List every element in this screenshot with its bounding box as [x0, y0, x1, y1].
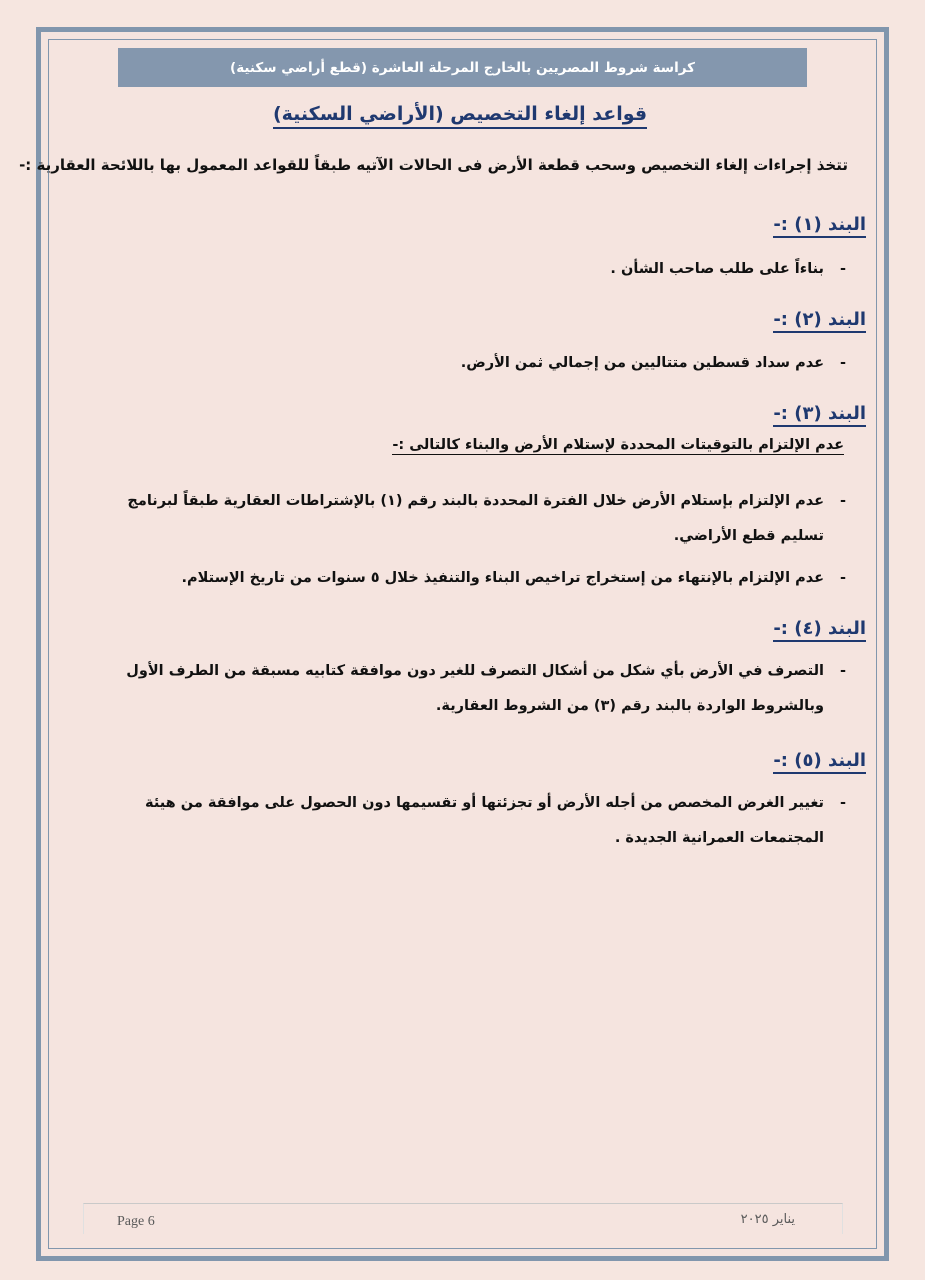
document-header-bar	[118, 48, 807, 87]
clause-2-heading-text: البند (٢) :-	[773, 309, 866, 333]
document-header-title: كراسة شروط المصريين بالخارج المرحلة العاشرة (قطع أراضي سكنية)	[230, 59, 695, 76]
clause-2-item-1-text: عدم سداد قسطين متتاليين من إجمالي ثمن الأرض.	[460, 355, 824, 371]
clause-3-subheading	[300, 437, 844, 453]
bullet-dash: -	[839, 493, 846, 509]
clause-1-item-1-text: بناءاً على طلب صاحب الشأن .	[610, 261, 824, 277]
page-frame	[19, 27, 889, 1261]
footer-page-number: Page 6	[117, 1214, 155, 1229]
bullet-dash: -	[839, 355, 846, 371]
clause-5-heading-text: البند (٥) :-	[773, 750, 866, 774]
page-title	[260, 103, 660, 125]
clause-4-item-1	[110, 654, 850, 724]
clause-3-item-2-text: عدم الإلتزام بالإنتهاء من إستخراج تراخيص البناء والتنفيذ خلال ٥ سنوات من تاريخ الإستلام.	[181, 570, 824, 586]
footer-date: يناير ٢٠٢٥	[740, 1212, 795, 1227]
clause-1-heading-text: البند (١) :-	[773, 214, 866, 238]
clause-1-heading	[560, 214, 866, 235]
bullet-dash: -	[839, 663, 846, 679]
page-title-text: قواعد إلغاء التخصيص (الأراضي السكنية)	[273, 103, 647, 129]
clause-3-heading-text: البند (٣) :-	[773, 403, 866, 427]
clause-3-item-1	[110, 484, 850, 554]
bullet-dash: -	[839, 570, 846, 586]
clause-4-heading-text: البند (٤) :-	[773, 618, 866, 642]
clause-2-heading	[560, 309, 866, 330]
clause-3-item-2	[110, 561, 850, 596]
clause-2-item-1	[110, 346, 850, 381]
bullet-dash: -	[839, 261, 846, 277]
clause-4-heading	[560, 618, 866, 639]
clause-3-item-1-text: عدم الإلتزام بإستلام الأرض خلال الفترة المحددة بالبند رقم (١) بالإشتراطات العقارية طبقاً لبرنامج تسليم قطع الأراضي.	[127, 493, 824, 544]
clause-5-heading	[560, 750, 866, 771]
intro-paragraph: تتخذ إجراءات إلغاء التخصيص وسحب قطعة الأرض فى الحالات الآتيه طبقاً للقواعد المعمول بها باللائحة العقارية :-	[19, 156, 848, 174]
clause-3-subheading-text: عدم الإلتزام بالتوقيتات المحددة لإستلام الأرض والبناء كالتالى :-	[392, 437, 844, 453]
bullet-dash: -	[839, 795, 846, 811]
clause-5-item-1	[110, 786, 850, 856]
clause-5-item-1-text: تغيير الغرض المخصص من أجله الأرض أو تجزئتها أو تقسيمها دون الحصول على موافقة من هيئة المجتمعات العمرانية الجديدة .	[145, 795, 824, 846]
clause-1-item-1	[110, 252, 850, 287]
clause-3-heading	[560, 403, 866, 424]
clause-4-item-1-text: التصرف في الأرض بأي شكل من أشكال التصرف للغير دون موافقة كتابيه مسبقة من الطرف الأول وبالشروط الواردة بالبند رقم (٣) من الشروط العقارية.	[126, 663, 824, 714]
